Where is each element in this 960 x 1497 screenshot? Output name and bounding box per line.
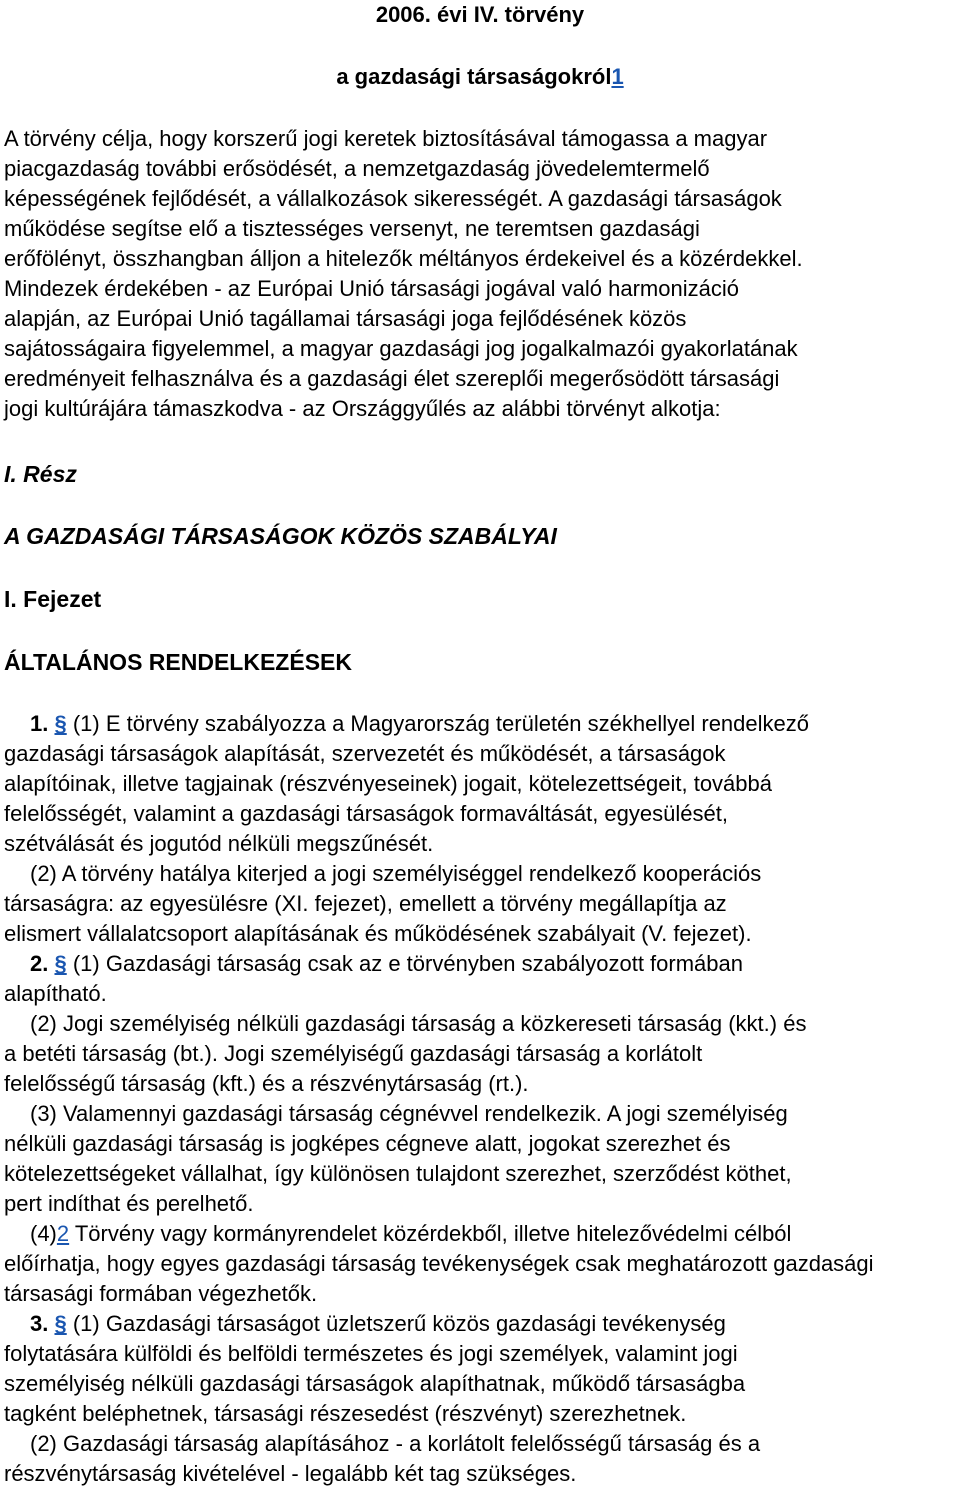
section-sign-link[interactable]: § (54, 951, 67, 976)
part-title: A GAZDASÁGI TÁRSASÁGOK KÖZÖS SZABÁLYAI (4, 523, 557, 549)
section-line: előírhatja, hogy egyes gazdasági társaság tevékenységek csak meghatározott gazdasági (4, 1251, 874, 1276)
section-2-paragraph-4 (4, 1219, 956, 1249)
section-line: tagként beléphetnek, társasági részesedést (részvényt) szerezhetnek. (4, 1401, 687, 1426)
section-3-paragraph-1 (4, 1309, 956, 1339)
chapter-heading: I. Fejezet (4, 586, 102, 612)
section-2-paragraph-2: (2) Jogi személyiség nélküli gazdasági társaság a közkereseti társaság (kkt.) és (30, 1011, 807, 1036)
footnote-link-2[interactable]: 2 (56, 1221, 70, 1246)
section-line: felelősségű társaság (kft.) és a részvénytársaság (rt.). (4, 1071, 529, 1096)
chapter-title: ÁLTALÁNOS RENDELKEZÉSEK (4, 649, 352, 675)
sections-body (4, 709, 956, 1489)
section-line: személyiség nélküli gazdasági társaságok alapíthatnak, működő társaságba (4, 1371, 746, 1396)
section-line: szétválását és jogutód nélküli megszűnését. (4, 831, 434, 856)
section-line: kötelezettségeket vállalhat, így különösen tulajdont szerezhet, szerződést köthet, (4, 1161, 792, 1186)
law-title: 2006. évi IV. törvény (375, 2, 585, 27)
section-line: társaságra: az egyesülésre (XI. fejezet), emellett a törvény megállapítja az (4, 891, 727, 916)
preamble-line: sajátosságaira figyelemmel, a magyar gazdasági jog jogalkalmazói gyakorlatának (4, 336, 798, 361)
footnote-link-1[interactable]: 1 (611, 64, 624, 89)
paragraph-4-text: Törvény vagy kormányrendelet közérdekből, illetve hitelezővédelmi célból (69, 1221, 792, 1246)
section-1-paragraph-2: (2) A törvény hatálya kiterjed a jogi személyiséggel rendelkező kooperációs (30, 861, 762, 886)
preamble-line: piacgazdaság további erősödését, a nemzetgazdaság jövedelemtermelő (4, 156, 710, 181)
preamble (4, 124, 956, 424)
section-line: társasági formában végezhetők. (4, 1281, 318, 1306)
section-sign-link[interactable]: § (54, 1311, 67, 1336)
subtitle-text: a gazdasági társaságokról (336, 64, 612, 89)
preamble-line: Mindezek érdekében - az Európai Unió társasági jogával való harmonizáció (4, 276, 739, 301)
section-3-text: (1) Gazdasági társaságot üzletszerű közös gazdasági tevékenység (72, 1311, 726, 1336)
section-line: folytatására külföldi és belföldi természetes és jogi személyek, valamint jogi (4, 1341, 738, 1366)
preamble-line: jogi kultúrájára támaszkodva - az Országgyűlés az alábbi törvényt alkotja: (4, 396, 721, 421)
section-line: felelősségét, valamint a gazdasági társaságok formaváltását, egyesülését, (4, 801, 728, 826)
preamble-line: A törvény célja, hogy korszerű jogi keretek biztosításával támogassa a magyar (4, 126, 768, 151)
section-sign-link[interactable]: § (54, 711, 67, 736)
section-1-number: 1. (30, 711, 49, 736)
section-2-text: (1) Gazdasági társaság csak az e törvényben szabályozott formában (72, 951, 743, 976)
section-3-number: 3. (30, 1311, 49, 1336)
section-line: alapítóinak, illetve tagjainak (részvényeseinek) jogait, kötelezettségeit, továbbá (4, 771, 773, 796)
preamble-line: eredményeit felhasználva és a gazdasági élet szereplői megerősödött társasági (4, 366, 780, 391)
section-line: részvénytársaság kivételével - legalább két tag szükséges. (4, 1461, 577, 1486)
preamble-line: képességének fejlődését, a vállalkozások sikerességét. A gazdasági társaságok (4, 186, 782, 211)
section-2-number: 2. (30, 951, 49, 976)
preamble-line: alapján, az Európai Unió tagállamai társasági joga fejlődésének közös (4, 306, 687, 331)
section-1-text: (1) E törvény szabályozza a Magyarország területén székhellyel rendelkező (72, 711, 809, 736)
preamble-line: erőfölényt, összhangban álljon a hitelezők méltányos érdekeivel és a közérdekkel. (4, 246, 803, 271)
section-line: elismert vállalatcsoport alapításának és működésének szabályait (V. fejezet). (4, 921, 752, 946)
section-3-paragraph-2: (2) Gazdasági társaság alapításához - a korlátolt felelősségű társaság és a (30, 1431, 761, 1456)
section-1-paragraph-1 (4, 709, 956, 739)
section-2-paragraph-3: (3) Valamennyi gazdasági társaság cégnévvel rendelkezik. A jogi személyiség (30, 1101, 788, 1126)
section-2-paragraph-1 (4, 949, 956, 979)
section-line: pert indíthat és perelhető. (4, 1191, 254, 1216)
section-line: alapítható. (4, 981, 107, 1006)
section-line: nélküli gazdasági társaság is jogképes cégneve alatt, jogokat szerezhet és (4, 1131, 731, 1156)
section-line: a betéti társaság (bt.). Jogi személyiségű gazdasági társaság a korlátolt (4, 1041, 703, 1066)
paragraph-4-prefix: (4) (30, 1221, 57, 1246)
preamble-line: működése segítse elő a tisztességes versenyt, ne teremtsen gazdasági (4, 216, 700, 241)
part-heading: I. Rész (4, 461, 77, 487)
law-subtitle (0, 62, 960, 92)
section-line: gazdasági társaságok alapítását, szervezetét és működését, a társaságok (4, 741, 726, 766)
